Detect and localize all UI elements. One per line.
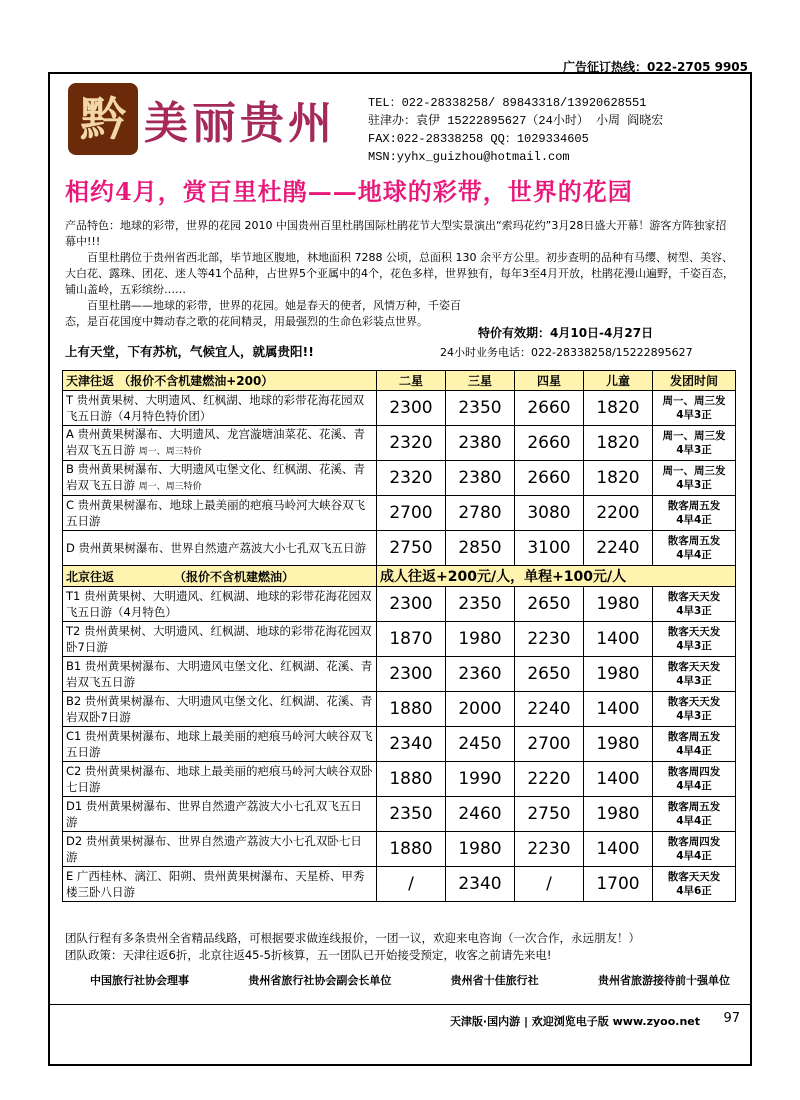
route-name: T2 贵州黄果树、大明遗风、红枫湖、地球的彩带花海花园双卧7日游 — [66, 624, 372, 654]
beijing-title-cell — [63, 566, 377, 587]
meal-plan: 4早4正 — [676, 549, 712, 561]
route-name: B1 贵州黄果树瀑布、大明遗风屯堡文化、红枫湖、花溪、青岩双飞五日游 — [66, 659, 373, 689]
association-item: 中国旅行社协会理事 — [90, 974, 189, 987]
meal-plan: 4早4正 — [676, 514, 712, 526]
price-cell: 1990 — [446, 762, 515, 797]
price-cell: / — [377, 867, 446, 902]
beijing-note: （报价不含机建燃油） — [174, 569, 295, 584]
price-cell: 1980 — [584, 797, 653, 832]
price-cell: 2700 — [377, 496, 446, 531]
price-cell: 2230 — [515, 832, 584, 867]
contact-fax: FAX:022-28338258 QQ：1029334605 — [368, 132, 589, 146]
headline: 相约4月，赏百里杜鹃——地球的彩带，世界的花园 — [65, 177, 633, 206]
route-cell — [63, 391, 377, 426]
table-row — [63, 797, 736, 832]
price-cell: 2300 — [377, 587, 446, 622]
price-cell: 2650 — [515, 587, 584, 622]
route-name: E 广西桂林、漓江、阳朔、贵州黄果树瀑布、天星桥、甲秀楼三卧八日游 — [66, 869, 365, 899]
page-footer — [48, 1004, 752, 1033]
table-row — [63, 867, 736, 902]
note-group-policy: 团队政策：天津往返6折，北京往返45-5折核算，五一团队已开始接受预定，收客之前请先来电! — [65, 948, 552, 962]
departure-schedule: 周一、周三发 — [662, 395, 726, 407]
meal-plan: 4早4正 — [676, 815, 712, 827]
departure-schedule: 周一、周三发 — [662, 430, 726, 442]
price-cell: 1700 — [584, 867, 653, 902]
meal-plan: 4早3正 — [676, 409, 712, 421]
route-cell — [63, 622, 377, 657]
price-cell: 1820 — [584, 391, 653, 426]
departure-schedule: 散客天天发 — [667, 696, 721, 708]
page-number: 97 — [723, 1011, 740, 1026]
price-cell: 2200 — [584, 496, 653, 531]
contact-msn: MSN:yyhx_guizhou@hotmail.com — [368, 150, 570, 164]
price-cell: 1400 — [584, 622, 653, 657]
route-name: B2 贵州黄果树瀑布、大明遗风屯堡文化、红枫湖、花溪、青岩双卧7日游 — [66, 694, 373, 724]
price-cell: 1870 — [377, 622, 446, 657]
intro-tagline: 百里杜鹃——地球的彩带，世界的花园。她是春天的使者，风情万种，千姿百态，是百花国度中舞动春之歌的花间精灵，用最强烈的生命色彩装点世界。 — [65, 299, 461, 328]
price-cell: 2220 — [515, 762, 584, 797]
route-name: C 贵州黄果树瀑布、地球上最美丽的疤痕马岭河大峡谷双飞五日游 — [66, 498, 366, 528]
route-name: A 贵州黄果树瀑布、大明遗风、龙宫漩塘油菜花、花溪、青岩双飞五日游 — [66, 427, 366, 457]
route-name: D1 贵州黄果树瀑布、世界自然遗产荔波大小七孔双飞五日游 — [66, 799, 362, 829]
route-cell — [63, 531, 377, 566]
table-row — [63, 496, 736, 531]
departure-schedule: 散客周四发 — [667, 836, 721, 848]
price-cell: 1980 — [584, 727, 653, 762]
note-custom-routes: 团队行程有多条贵州全省精品线路，可根据要求做连线报价，一团一议，欢迎来电咨询（一次合作，永远朋友！） — [65, 931, 640, 945]
logo — [68, 83, 358, 157]
header-four-star: 四星 — [515, 371, 584, 391]
header-three-star: 三星 — [446, 371, 515, 391]
price-cell: 2240 — [515, 692, 584, 727]
departure-cell — [653, 587, 736, 622]
tianjin-title-cell — [63, 371, 377, 391]
route-cell — [63, 587, 377, 622]
meal-plan: 4早3正 — [676, 675, 712, 687]
departure-cell — [653, 461, 736, 496]
price-cell: 2350 — [377, 797, 446, 832]
price-cell: 2780 — [446, 496, 515, 531]
table-row — [63, 461, 736, 496]
contact-block — [368, 94, 663, 166]
price-cell: 2360 — [446, 657, 515, 692]
departure-schedule: 散客天天发 — [667, 591, 721, 603]
contact-tel: TEL：022-28338258/ 89843318/13920628551 — [368, 96, 647, 110]
header-two-star: 二星 — [377, 371, 446, 391]
price-cell: 2320 — [377, 426, 446, 461]
price-cell: 1400 — [584, 762, 653, 797]
departure-cell — [653, 391, 736, 426]
price-cell: 2660 — [515, 426, 584, 461]
price-cell: 2230 — [515, 622, 584, 657]
price-cell: 2240 — [584, 531, 653, 566]
tianjin-note: （报价不含机建燃油+200） — [118, 374, 274, 388]
route-name: C2 贵州黄果树瀑布、地球上最美丽的疤痕马岭河大峡谷双卧七日游 — [66, 764, 373, 794]
meal-plan: 4早4正 — [676, 745, 712, 757]
table-row — [63, 531, 736, 566]
price-cell: 1820 — [584, 426, 653, 461]
price-cell: 1400 — [584, 692, 653, 727]
route-cell — [63, 496, 377, 531]
departure-schedule: 散客天天发 — [667, 661, 721, 673]
table-row — [63, 657, 736, 692]
header-child: 儿童 — [584, 371, 653, 391]
price-cell: 2300 — [377, 391, 446, 426]
departure-schedule: 散客周五发 — [667, 731, 721, 743]
meal-plan: 4早6正 — [676, 885, 712, 897]
price-cell: 2380 — [446, 426, 515, 461]
departure-cell — [653, 832, 736, 867]
price-cell: 1980 — [584, 587, 653, 622]
price-cell: 1400 — [584, 832, 653, 867]
price-cell: 1880 — [377, 692, 446, 727]
table-row — [63, 391, 736, 426]
table-row — [63, 762, 736, 797]
route-special: 周一、周三特价 — [138, 447, 202, 457]
table-row — [63, 692, 736, 727]
association-item: 贵州省十佳旅行社 — [450, 974, 539, 987]
meal-plan: 4早3正 — [676, 710, 712, 722]
departure-cell — [653, 762, 736, 797]
price-cell: 2300 — [377, 657, 446, 692]
departure-cell — [653, 797, 736, 832]
price-table — [62, 370, 736, 902]
table-row — [63, 832, 736, 867]
route-cell — [63, 461, 377, 496]
price-cell: 1980 — [446, 832, 515, 867]
departure-cell — [653, 531, 736, 566]
route-name: T1 贵州黄果树、大明遗风、红枫湖、地球的彩带花海花园双飞五日游（4月特色） — [66, 589, 372, 619]
tianjin-header-row — [63, 371, 736, 391]
table-row — [63, 622, 736, 657]
hotline-24h: 24小时业务电话：022-28338258/15222895627 — [440, 346, 693, 359]
association-item: 贵州省旅游接待前十强单位 — [597, 974, 730, 987]
departure-schedule: 散客周四发 — [667, 766, 721, 778]
meal-plan: 4早3正 — [676, 640, 712, 652]
price-cell: 2700 — [515, 727, 584, 762]
intro-description: 百里杜鹃位于贵州省西北部，毕节地区腹地，林地面积 7288 公顷，总面积 130 余平方公里。初步查明的品种有马缨、树型、美容、大白花、露珠、团花、迷人等41个品种，占世界5个亚属中的4个，花色多样，世界独有，每年3至4月开放，杜鹃花漫山遍野，千姿百态，铺山盖岭，五彩缤纷…… — [65, 251, 734, 296]
route-cell — [63, 762, 377, 797]
departure-schedule: 散客周五发 — [667, 535, 721, 547]
departure-cell — [653, 727, 736, 762]
slogan: 上有天堂，下有苏杭，气候宜人，就属贵阳!! — [65, 344, 314, 359]
notes — [65, 930, 640, 964]
price-cell: 2660 — [515, 391, 584, 426]
meal-plan: 4早4正 — [676, 780, 712, 792]
table-row — [63, 426, 736, 461]
departure-schedule: 散客周五发 — [667, 500, 721, 512]
price-cell: 1980 — [584, 657, 653, 692]
price-cell: 3080 — [515, 496, 584, 531]
price-cell: 3100 — [515, 531, 584, 566]
footer-text: 天津版·国内游 | 欢迎浏览电子版 www.zyoo.net — [449, 1015, 700, 1028]
ad-hotline: 广告征订热线：022-2705 9905 — [562, 60, 748, 74]
meal-plan: 4早3正 — [676, 444, 712, 456]
route-cell — [63, 797, 377, 832]
route-cell — [63, 657, 377, 692]
price-cell: 2450 — [446, 727, 515, 762]
route-name: D2 贵州黄果树瀑布、世界自然遗产荔波大小七孔双卧七日游 — [66, 834, 362, 864]
price-cell: 2750 — [515, 797, 584, 832]
table-row — [63, 727, 736, 762]
price-cell: 2000 — [446, 692, 515, 727]
price-cell: 2380 — [446, 461, 515, 496]
departure-cell — [653, 657, 736, 692]
validity: 特价有效期：4月10日-4月27日 — [478, 326, 654, 340]
departure-cell — [653, 692, 736, 727]
departure-schedule: 周一、周三发 — [662, 465, 726, 477]
price-cell: 2320 — [377, 461, 446, 496]
departure-schedule: 散客天天发 — [667, 871, 721, 883]
departure-schedule: 散客周五发 — [667, 801, 721, 813]
associations — [90, 972, 730, 988]
route-name: B 贵州黄果树瀑布、大明遗风屯堡文化、红枫湖、花溪、青岩双飞五日游 — [66, 462, 366, 492]
route-cell — [63, 832, 377, 867]
price-cell: / — [515, 867, 584, 902]
route-special: 周一、周三特价 — [138, 482, 202, 492]
association-item: 贵州省旅行社协会副会长单位 — [248, 974, 392, 987]
price-cell: 2340 — [446, 867, 515, 902]
logo-name: 美丽贵州 — [144, 98, 336, 149]
route-name: T 贵州黄果树、大明遗风、红枫湖、地球的彩带花海花园双飞五日游（4月特色特价团） — [66, 393, 365, 423]
departure-cell — [653, 496, 736, 531]
price-cell: 2460 — [446, 797, 515, 832]
meal-plan: 4早4正 — [676, 850, 712, 862]
departure-cell — [653, 426, 736, 461]
price-cell: 2340 — [377, 727, 446, 762]
price-cell: 2750 — [377, 531, 446, 566]
route-cell — [63, 727, 377, 762]
price-cell: 1880 — [377, 832, 446, 867]
route-name: C1 贵州黄果树瀑布、地球上最美丽的疤痕马岭河大峡谷双飞五日游 — [66, 729, 373, 759]
route-name: D 贵州黄果树瀑布、世界自然遗产荔波大小七孔双飞五日游 — [66, 541, 367, 555]
price-cell: 1880 — [377, 762, 446, 797]
beijing-title: 北京往返 — [66, 569, 115, 584]
beijing-header-row — [63, 566, 736, 587]
intro — [65, 218, 735, 330]
price-cell: 2350 — [446, 587, 515, 622]
departure-cell — [653, 867, 736, 902]
beijing-extra-cell: 成人往返+200元/人，单程+100元/人 — [377, 566, 736, 587]
route-cell — [63, 692, 377, 727]
price-cell: 2660 — [515, 461, 584, 496]
intro-feature: 产品特色：地球的彩带，世界的花园 2010 中国贵州百里杜鹃国际杜鹃花节大型实景演出“索玛花约”3月28日盛大开幕！游客方阵独家招幕中!!! — [65, 219, 727, 248]
price-cell: 1820 — [584, 461, 653, 496]
price-cell: 2350 — [446, 391, 515, 426]
route-cell — [63, 426, 377, 461]
meal-plan: 4早3正 — [676, 605, 712, 617]
price-cell: 2850 — [446, 531, 515, 566]
price-cell: 1980 — [446, 622, 515, 657]
departure-schedule: 散客天天发 — [667, 626, 721, 638]
route-cell — [63, 867, 377, 902]
tianjin-title: 天津往返 — [66, 374, 115, 388]
contact-office: 驻津办：袁伊 15222895627（24小时） 小周 阎晓宏 — [368, 114, 664, 128]
meal-plan: 4早3正 — [676, 479, 712, 491]
table-row — [63, 587, 736, 622]
price-cell: 2650 — [515, 657, 584, 692]
header-departure: 发团时间 — [653, 371, 736, 391]
logo-mark: 黔 — [68, 83, 138, 155]
departure-cell — [653, 622, 736, 657]
